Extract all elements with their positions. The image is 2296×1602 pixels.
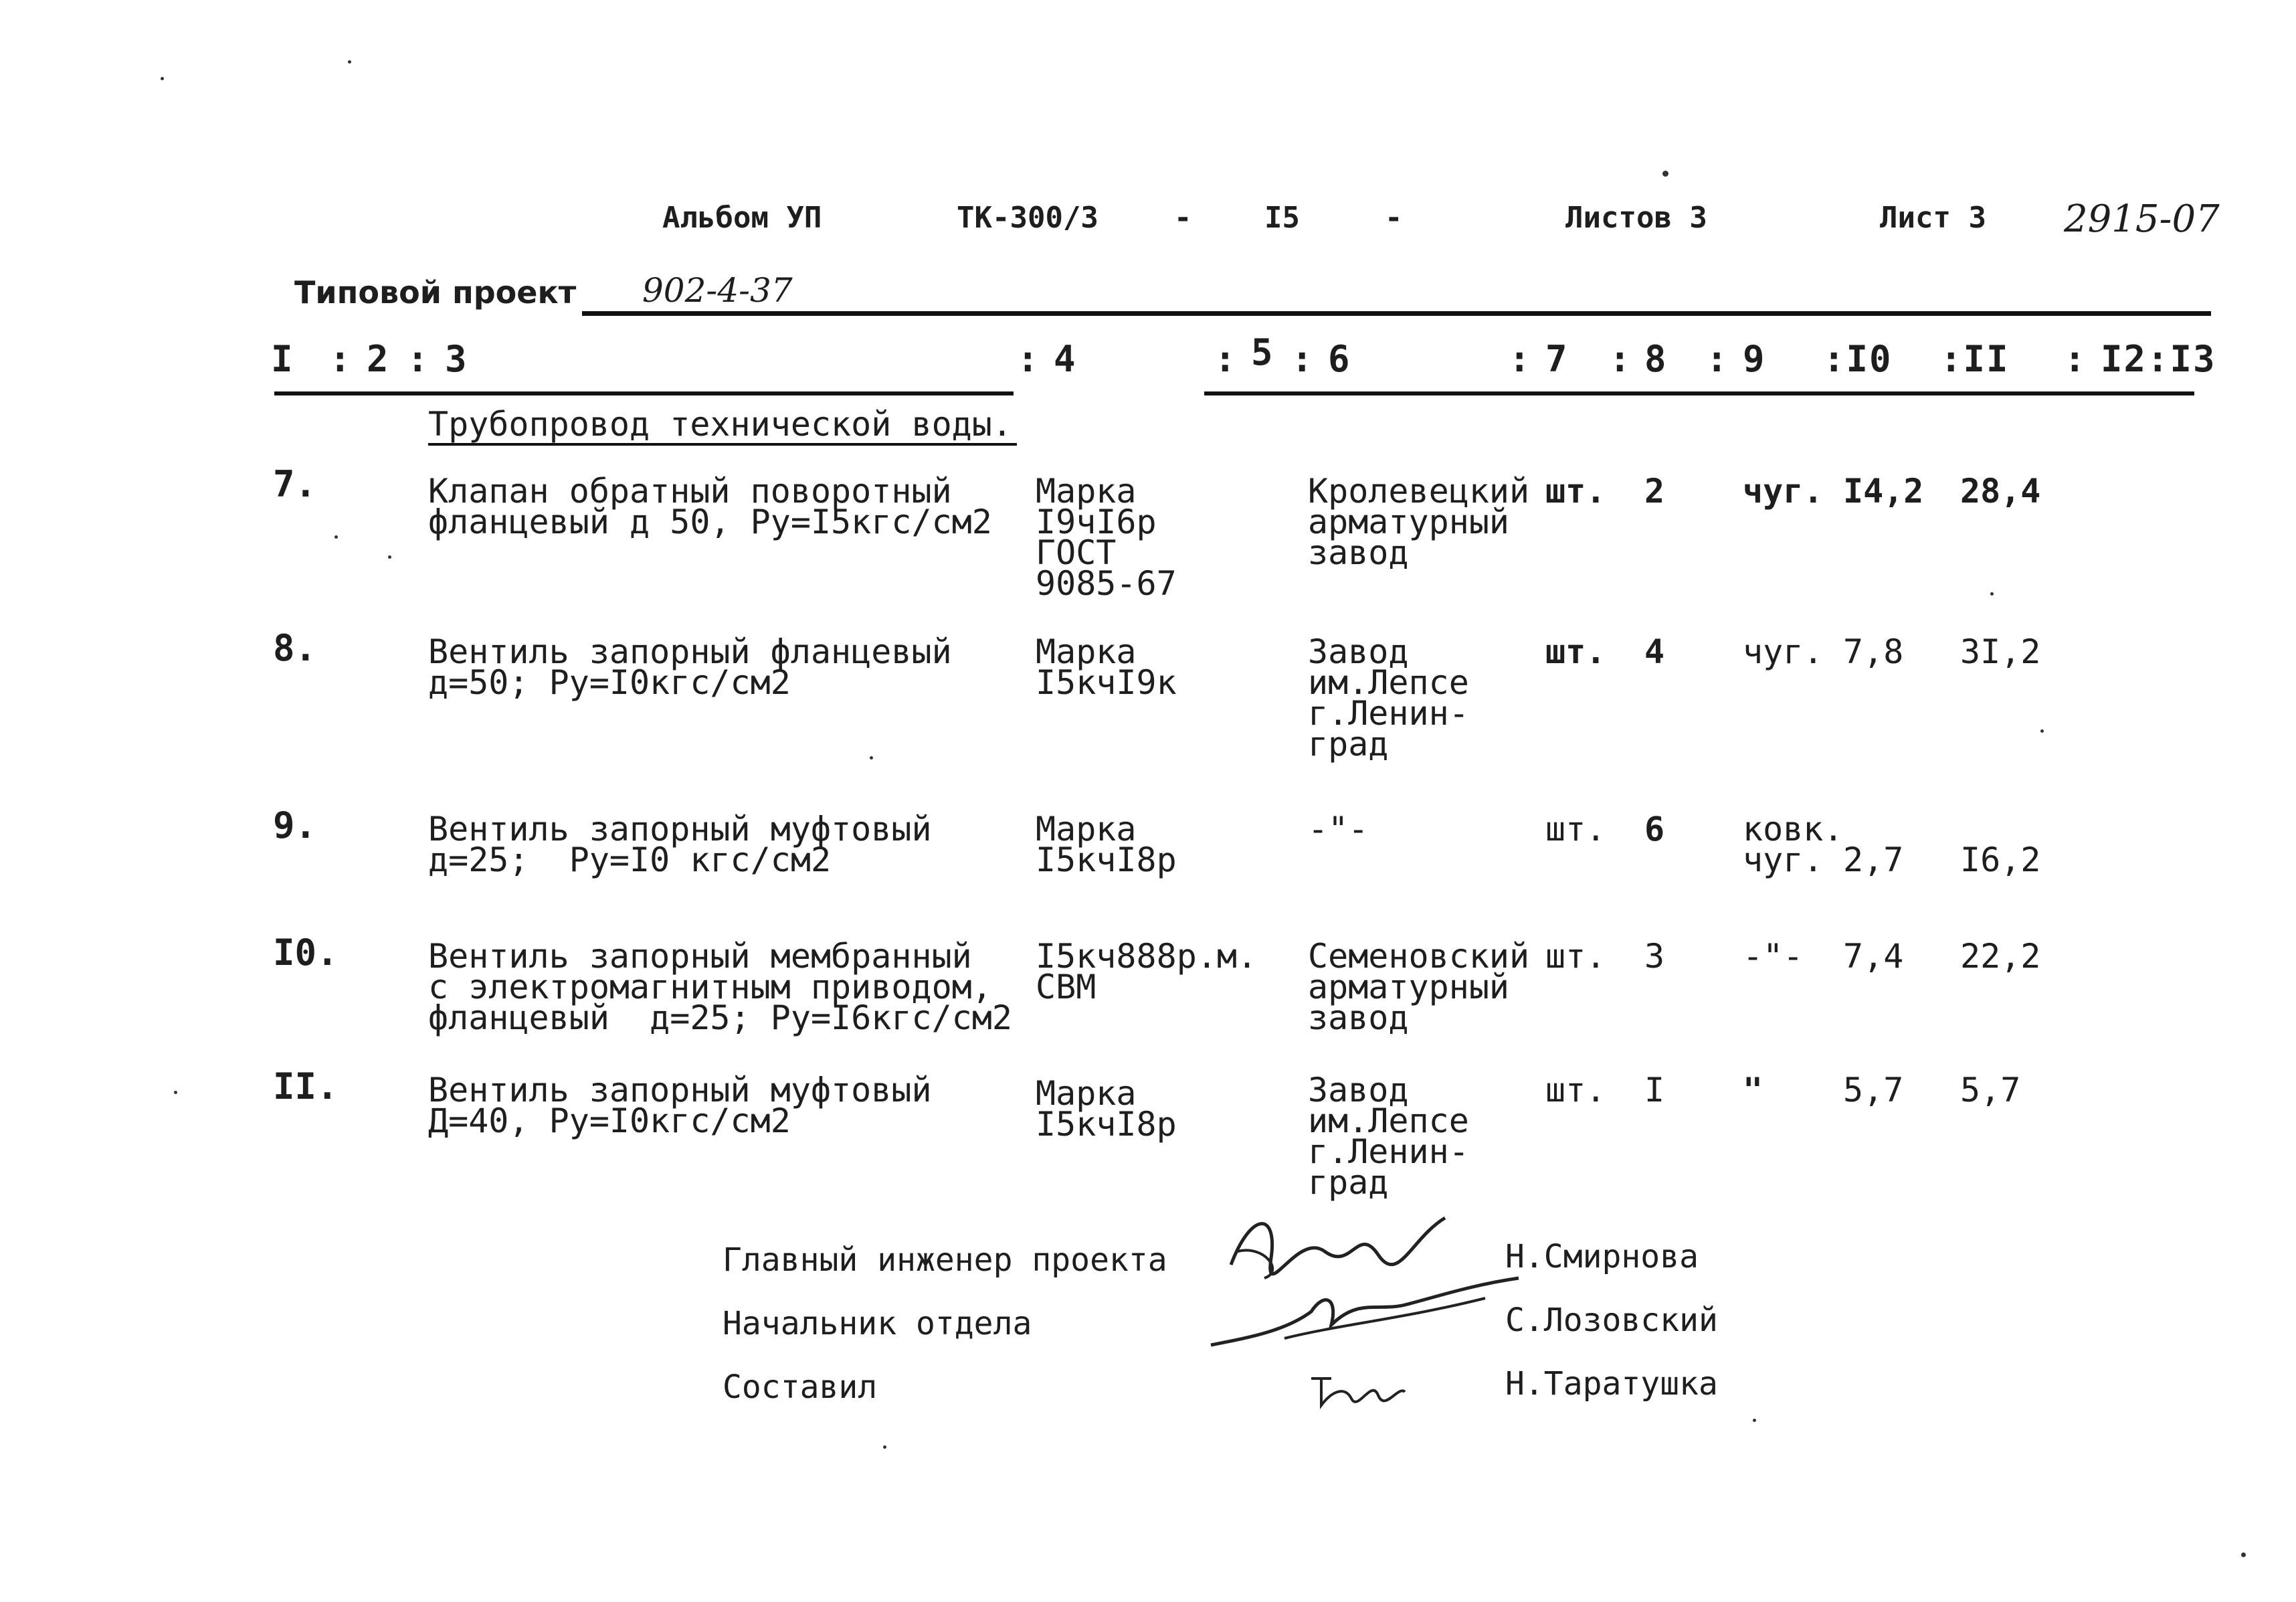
col-num-sep: : — [1291, 338, 1315, 380]
signature-scribble — [1204, 1271, 1525, 1358]
item-maker-line: им.Лепсе — [1308, 1101, 1469, 1140]
col-num-sep: : — [2064, 338, 2087, 380]
item-unit: шт. — [1545, 1071, 1606, 1109]
item-material-line: ковк. — [1743, 810, 1844, 849]
col-num-4: 4 — [1054, 338, 1077, 380]
scan-speck — [334, 535, 338, 539]
item-total-weight: 28,4 — [1960, 472, 2041, 511]
item-maker-line: завод — [1308, 533, 1409, 572]
item-material-line: чуг. — [1743, 472, 1824, 511]
signature-role: Составил — [723, 1368, 878, 1406]
item-total-weight: I6,2 — [1960, 840, 2041, 879]
col-num-2: 2 — [367, 338, 390, 380]
item-maker-line: Семеновский — [1308, 937, 1530, 976]
item-unit: шт. — [1545, 810, 1606, 849]
section-title: Трубопровод технической воды. — [428, 405, 1012, 444]
item-quantity: 4 — [1644, 632, 1665, 671]
item-name-line: Вентиль запорный мембранный — [428, 937, 972, 976]
handwritten-number: 2915-07 — [2064, 197, 2220, 241]
item-material-line: чуг. — [1743, 632, 1824, 671]
item-total-weight: 22,2 — [1960, 937, 2041, 976]
sheet-number: Лист 3 — [1880, 201, 1986, 235]
col-num-7: 7 — [1545, 338, 1569, 380]
sheets-count: Листов 3 — [1565, 201, 1707, 235]
row-number: 7. — [273, 463, 317, 505]
item-maker-line: град — [1308, 725, 1389, 764]
item-name-line: Вентиль запорный муфтовый — [428, 1071, 932, 1109]
item-unit-weight: 7,4 — [1843, 937, 1904, 976]
top-rule — [582, 311, 2211, 316]
col-num-3: 3 — [445, 338, 468, 380]
item-material-line: чуг. — [1743, 840, 1824, 879]
issue-number: I5 — [1264, 201, 1300, 235]
item-unit: шт. — [1545, 632, 1606, 671]
item-mark-line: I9чI6р — [1036, 503, 1157, 541]
row-number: II. — [273, 1065, 339, 1107]
scan-speck — [161, 77, 164, 80]
signature-role: Начальник отдела — [723, 1305, 1032, 1342]
item-quantity: I — [1644, 1071, 1665, 1109]
item-maker-line: завод — [1308, 998, 1409, 1037]
item-material-line: -"- — [1743, 937, 1804, 976]
col-num-sep: : — [1509, 338, 1532, 380]
item-name-line: Вентиль запорный фланцевый — [428, 632, 952, 671]
typical-project-number: 902-4-37 — [642, 271, 793, 310]
col-num-8: 8 — [1644, 338, 1668, 380]
item-maker-line: арматурный — [1308, 968, 1510, 1006]
typical-project-label: Типовой проект — [294, 274, 577, 310]
col-num-12-13: I2:I3 — [2101, 338, 2216, 380]
signature-role: Главный инженер проекта — [723, 1241, 1167, 1279]
item-maker-line: арматурный — [1308, 503, 1510, 541]
item-maker-line: -"- — [1308, 810, 1369, 849]
scan-speck — [174, 1091, 177, 1094]
item-unit: шт. — [1545, 937, 1606, 976]
row-number: 8. — [273, 627, 317, 669]
item-mark-line: ГОСТ — [1036, 533, 1117, 572]
col-num-sep: : — [1214, 338, 1238, 380]
row-number: I0. — [273, 931, 339, 974]
item-maker-line: Кролевецкий — [1308, 472, 1530, 511]
item-mark-line: Марка — [1036, 810, 1137, 849]
header-dash-2: - — [1385, 201, 1403, 235]
item-mark-line: Марка — [1036, 632, 1137, 671]
scan-speck — [883, 1445, 886, 1449]
scan-speck — [1753, 1419, 1756, 1422]
item-maker-line: г.Ленин- — [1308, 1132, 1469, 1171]
item-name-line: Клапан обратный поворотный — [428, 472, 952, 511]
signature-name: С.Лозовский — [1505, 1302, 1718, 1339]
album-label: Альбом УП — [662, 201, 822, 235]
item-material-line: " — [1743, 1071, 1763, 1109]
col-num-sep: : — [1706, 338, 1729, 380]
item-maker-line: град — [1308, 1163, 1389, 1202]
item-name-line: с электромагнитным приводом, — [428, 968, 992, 1006]
col-num-sep: : — [1609, 338, 1632, 380]
item-unit-weight: 5,7 — [1843, 1071, 1904, 1109]
col-num-6: 6 — [1328, 338, 1351, 380]
col-num-sep: : — [407, 338, 430, 380]
column-numbers-rule-right — [1204, 391, 2194, 395]
item-mark-line: I5кч888р.м. — [1036, 937, 1258, 976]
item-total-weight: 3I,2 — [1960, 632, 2041, 671]
item-maker-line: Завод — [1308, 632, 1409, 671]
col-num-1: I — [271, 338, 294, 380]
item-name-line: Вентиль запорный муфтовый — [428, 810, 932, 849]
project-code: ТК-300/3 — [957, 201, 1098, 235]
item-maker-line: им.Лепсе — [1308, 663, 1469, 702]
item-mark-line: Марка — [1036, 1074, 1137, 1113]
item-name-line: фланцевый д=25; Ру=I6кгс/см2 — [428, 998, 1012, 1037]
signature-scribble — [1305, 1358, 1412, 1412]
item-mark-line: I5кчI9к — [1036, 663, 1177, 702]
item-name-line: фланцевый д 50, Ру=I5кгс/см2 — [428, 503, 992, 541]
item-quantity: 3 — [1644, 937, 1665, 976]
item-mark-line: СВМ — [1036, 968, 1096, 1006]
item-unit-weight: 7,8 — [1843, 632, 1904, 671]
item-unit-weight: I4,2 — [1843, 472, 1924, 511]
item-mark-line: I5кчI8р — [1036, 840, 1177, 879]
item-quantity: 6 — [1644, 810, 1665, 849]
item-maker-line: Завод — [1308, 1071, 1409, 1109]
item-maker-line: г.Ленин- — [1308, 694, 1469, 733]
item-mark-line: Марка — [1036, 472, 1137, 511]
item-name-line: д=25; Ру=I0 кгс/см2 — [428, 840, 832, 879]
col-num-sep: : — [1017, 338, 1040, 380]
signature-name: Н.Смирнова — [1505, 1238, 1699, 1275]
item-mark-line: I5кчI8р — [1036, 1105, 1177, 1144]
item-name-line: Д=40, Ру=I0кгс/см2 — [428, 1101, 791, 1140]
item-unit: шт. — [1545, 472, 1606, 511]
row-number: 9. — [273, 804, 317, 847]
item-mark-line: 9085-67 — [1036, 564, 1177, 603]
col-num-10: :I0 — [1823, 338, 1893, 380]
col-num-11: :II — [1940, 338, 2010, 380]
scan-speck — [1662, 171, 1668, 177]
signature-name: Н.Таратушка — [1505, 1365, 1718, 1403]
item-total-weight: 5,7 — [1960, 1071, 2021, 1109]
col-num-5: 5 — [1251, 331, 1274, 373]
item-quantity: 2 — [1644, 472, 1665, 511]
column-numbers-rule — [274, 391, 1014, 395]
header-dash-1: - — [1174, 201, 1192, 235]
scan-speck — [2040, 729, 2044, 733]
scan-speck — [388, 555, 391, 559]
scan-speck — [2241, 1552, 2246, 1557]
scan-speck — [870, 756, 873, 760]
col-num-sep: : — [329, 338, 353, 380]
item-unit-weight: 2,7 — [1843, 840, 1904, 879]
item-name-line: д=50; Ру=I0кгс/см2 — [428, 663, 791, 702]
col-num-9: 9 — [1743, 338, 1766, 380]
scan-speck — [1990, 592, 1994, 596]
scan-speck — [348, 60, 351, 64]
